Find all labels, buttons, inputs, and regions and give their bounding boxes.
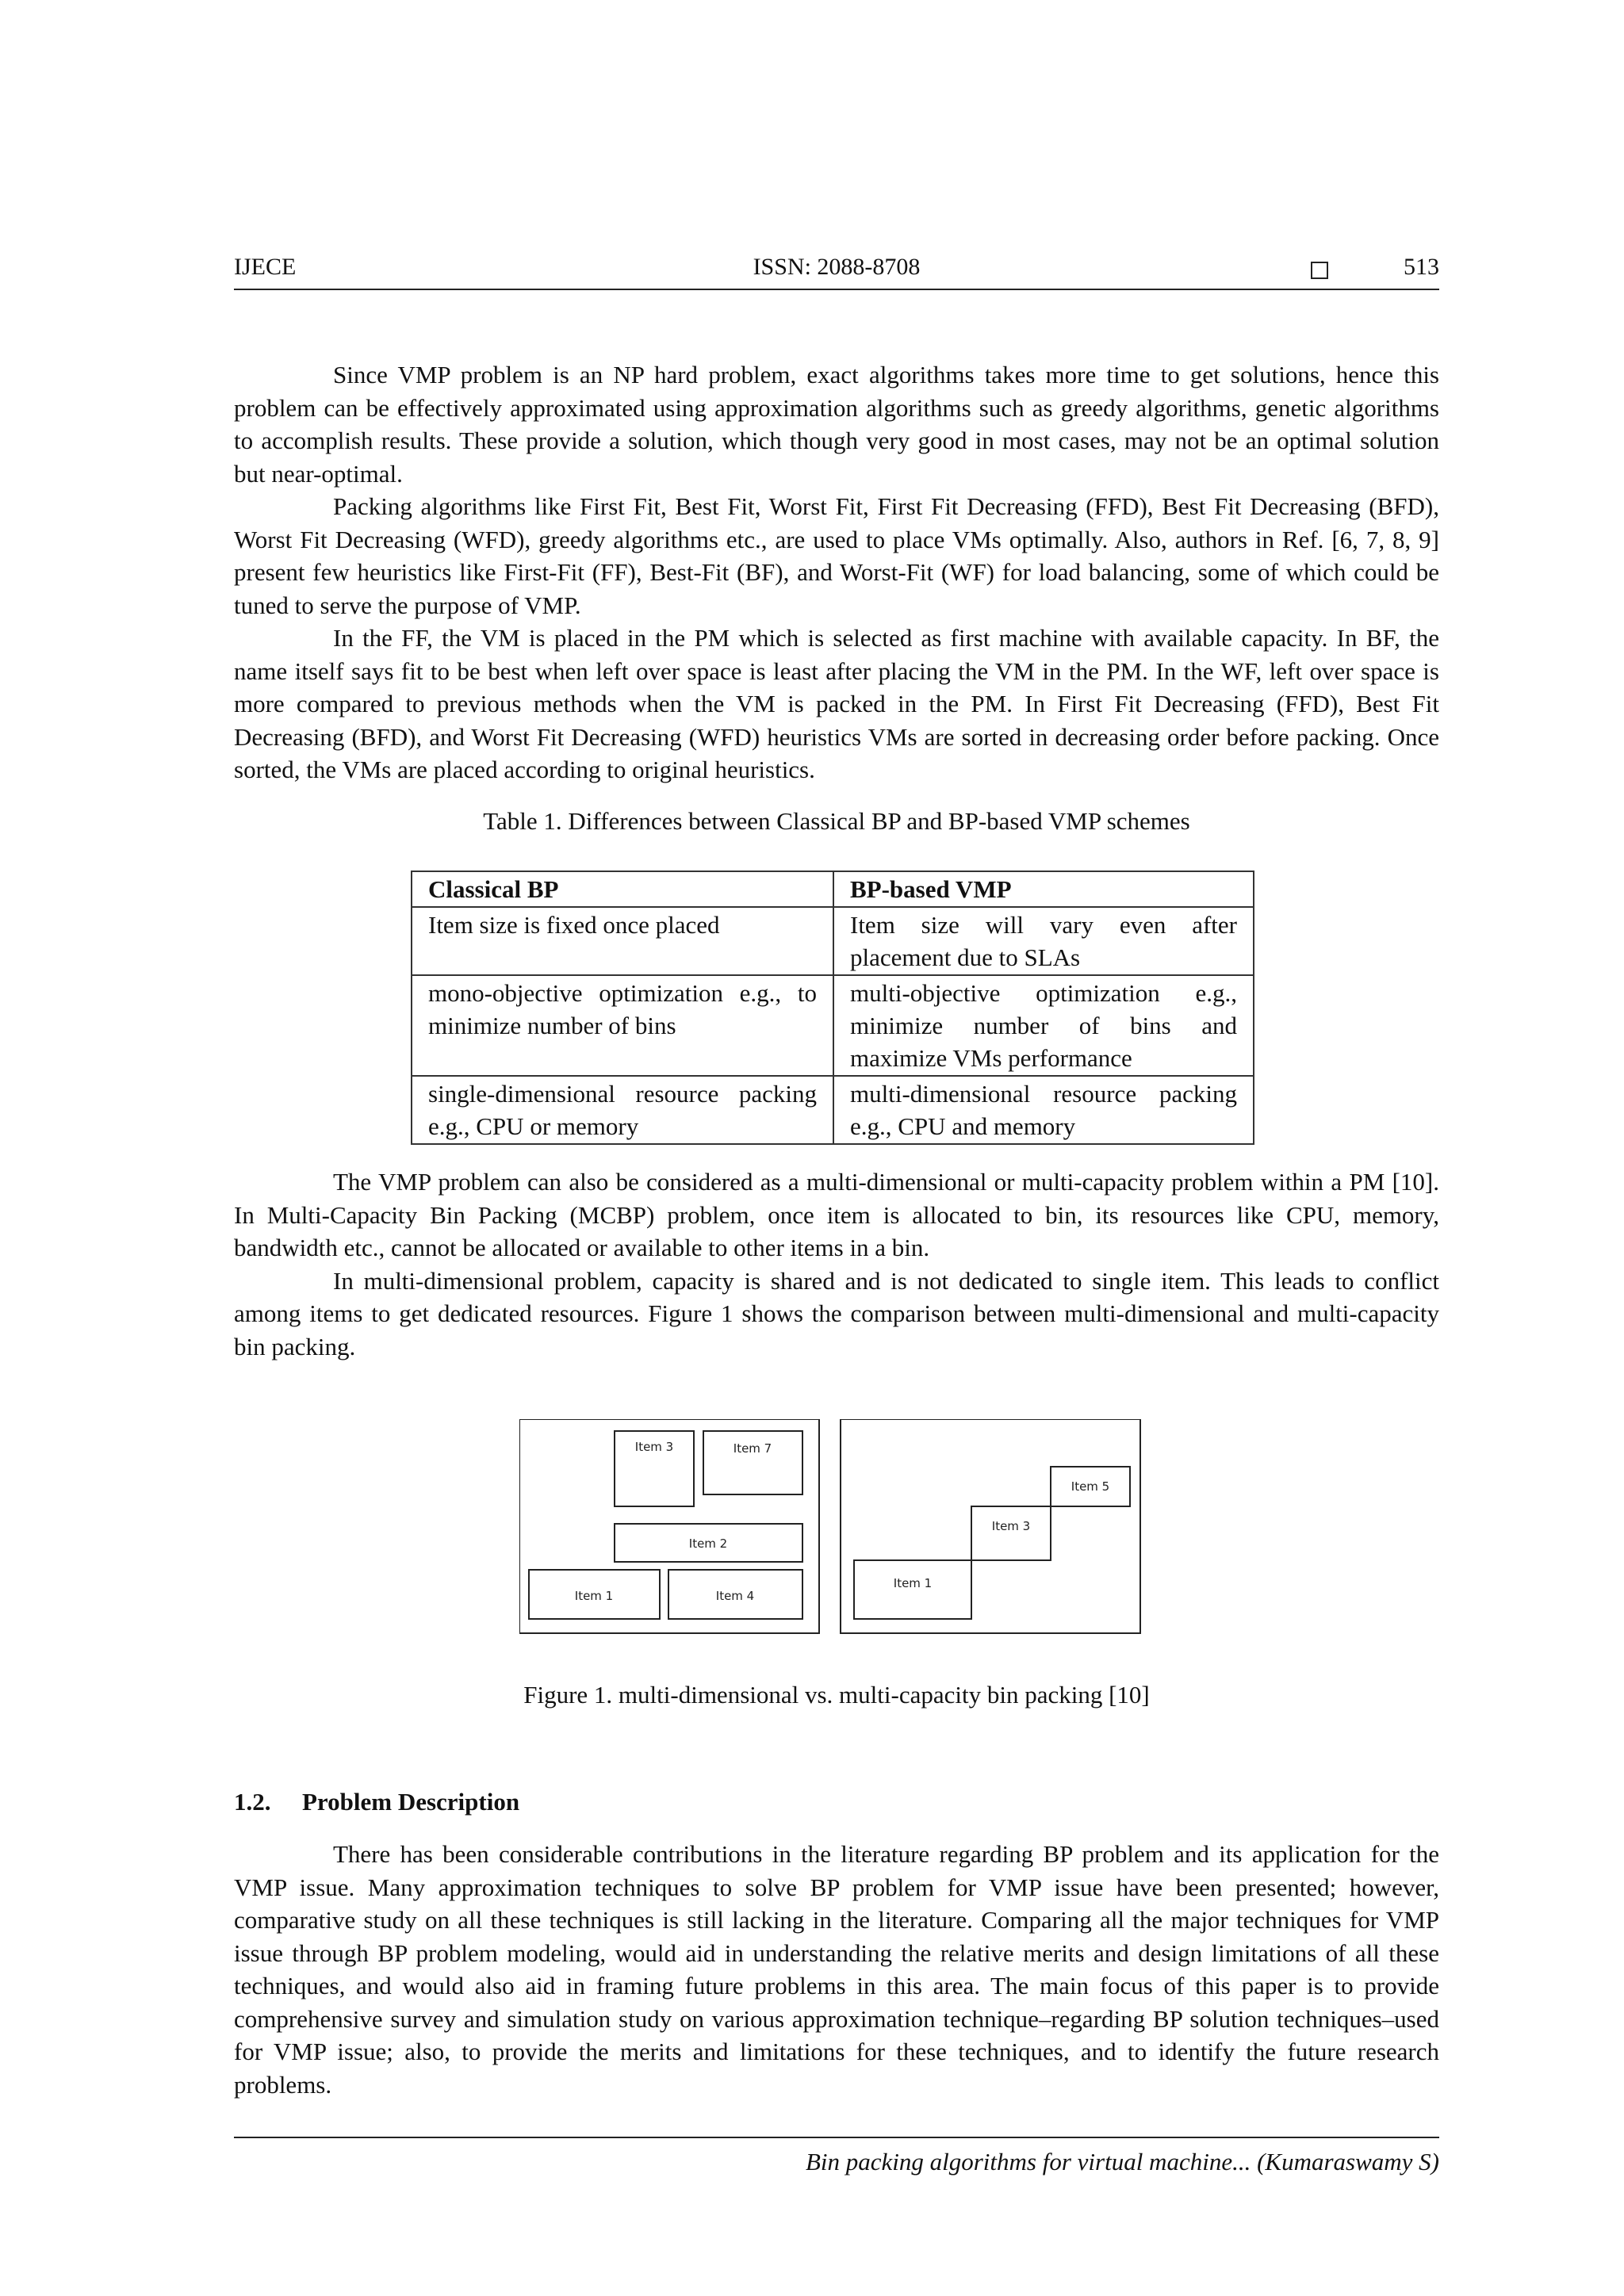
item-label: Item 3: [634, 1440, 674, 1454]
paragraph: Packing algorithms like First Fit, Best Fit, Worst Fit, First Fit Decreasing (FFD), Best Fit Decreasing (BFD), Worst Fit Decreasing (WFD), greedy algorithms etc., are used to place VMs optimally. Also, authors in Ref. [6, 7, 8, 9] present few heuristics like First-Fit (FF), Best-Fit (BF), and Worst-Fit (WF) for load balancing, some of which could be tuned to serve the purpose of VMP.: [234, 492, 1439, 619]
table-cell: multi-objective optimization e.g., minimize number of bins and maximize VMs performance: [833, 975, 1254, 1076]
multi-capacity-bin: [841, 1419, 1140, 1633]
table-caption: Table 1. Differences between Classical BP and BP-based VMP schemes: [483, 807, 1190, 835]
item-label: Item 3: [991, 1519, 1031, 1533]
table-header-cell: Classical BP: [412, 871, 833, 907]
item-label: Item 1: [574, 1589, 614, 1603]
item-label: Item 1: [893, 1576, 933, 1590]
page-number: 513: [1404, 254, 1439, 280]
section-text: [234, 1838, 1439, 2101]
table-row: [412, 975, 1254, 1076]
item-label: Item 5: [1071, 1479, 1110, 1494]
bin-packing-figure: [519, 1419, 1146, 1641]
table-header-cell: BP-based VMP: [833, 871, 1254, 907]
table-cell: Item size will vary even after placement due to SLAs: [833, 907, 1254, 975]
table-row: [412, 1076, 1254, 1144]
section-number: 1.2.: [234, 1788, 271, 1816]
table-cell: single-dimensional resource packing e.g., CPU or memory: [412, 1076, 833, 1144]
paragraph: In multi-dimensional problem, capacity is shared and is not dedicated to single item. This leads to conflict among items to get dedicated resources. Figure 1 shows the comparison between multi-dimensional and multi-capacity bin packing.: [234, 1266, 1439, 1360]
table-cell: multi-dimensional resource packing e.g., CPU and memory: [833, 1076, 1254, 1144]
page-footer: [234, 2137, 1439, 2175]
issn: ISSN: 2088-8708: [753, 254, 921, 280]
table-row: [412, 907, 1254, 975]
item-label: Item 2: [688, 1536, 728, 1551]
item-label: Item 7: [733, 1441, 772, 1456]
paragraph: There has been considerable contributions in the literature regarding BP problem and its application for the VMP issue. Many approximation techniques to solve BP problem for VMP issue have been presented; however, comparative study on all these techniques is still lacking in the literature. Comparing all the major techniques for VMP issue through BP problem modeling, would aid in understanding the relative merits and design limitations of all these techniques, and would also aid in framing future problems in this area. The main focus of this paper is to provide comprehensive survey and simulation study on various approximation technique–regarding BP solution techniques–used for VMP issue; also, to provide the merits and limitations for these techniques, and to identify the future research problems.: [234, 1840, 1439, 2099]
comparison-table: [411, 871, 1254, 1145]
section-heading: [234, 1788, 519, 1816]
table-cell: mono-objective optimization e.g., to minimize number of bins: [412, 975, 833, 1076]
middle-text: [234, 1165, 1439, 1363]
journal-name: IJECE: [234, 254, 297, 280]
section-title: Problem Description: [302, 1788, 520, 1816]
paragraph: The VMP problem can also be considered as a multi-dimensional or multi-capacity problem within a PM [10]. In Multi-Capacity Bin Packing (MCBP) problem, once item is allocated to bin, its resources like CPU, memory, bandwidth etc., cannot be allocated or available to other items in a bin.: [234, 1168, 1439, 1261]
square-icon: [1311, 262, 1328, 279]
table-cell: Item size is fixed once placed: [412, 907, 833, 975]
intro-text: [234, 358, 1439, 786]
item-box: [971, 1506, 1051, 1560]
paragraph: In the FF, the VM is placed in the PM which is selected as first machine with available capacity. In BF, the name itself says fit to be best when left over space is least after placing the VM in the PM. In the WF, left over space is more compared to previous methods when the VM is packed in the PM. In First Fit Decreasing (FFD), Best Fit Decreasing (BFD), and Worst Fit Decreasing (WFD) heuristics VMs are sorted in decreasing order before packing. Once sorted, the VMs are placed according to original heuristics.: [234, 624, 1439, 783]
table-header-row: [412, 871, 1254, 907]
running-title: Bin packing algorithms for virtual machine... (Kumaraswamy S): [805, 2148, 1439, 2175]
paragraph: Since VMP problem is an NP hard problem, exact algorithms takes more time to get solutions, hence this problem can be effectively approximated using approximation algorithms such as greedy algorithms, genetic algorithms to accomplish results. These provide a solution, which though very good in most cases, may not be an optimal solution but near-optimal.: [234, 361, 1439, 488]
figure-caption: Figure 1. multi-dimensional vs. multi-capacity bin packing [10]: [523, 1681, 1150, 1709]
page-header: [234, 254, 1439, 290]
item-box: [703, 1431, 802, 1494]
item-label: Item 4: [715, 1589, 755, 1603]
